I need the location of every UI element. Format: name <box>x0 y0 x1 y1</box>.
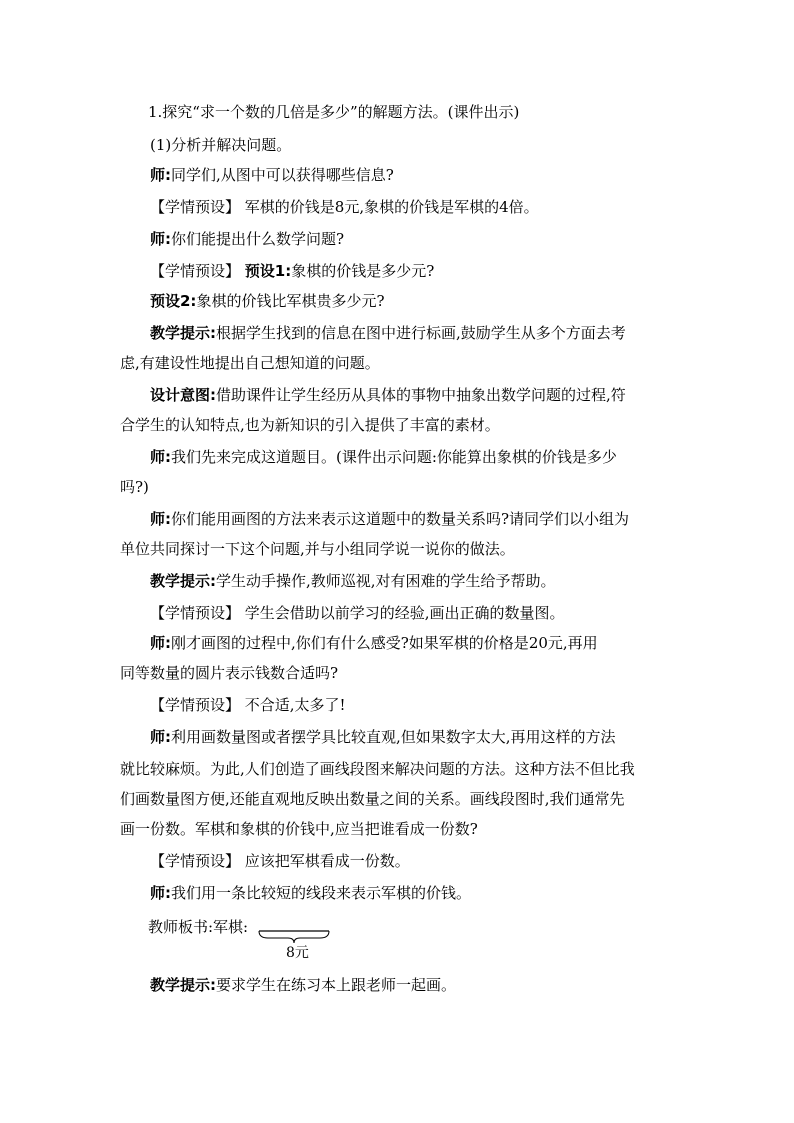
preset-label: 预设1: <box>244 262 292 280</box>
prediction-line: 【学情预设】 军棋的价钱是8元,象棋的价钱是军棋的4倍。 <box>150 198 539 216</box>
continuation-line: 虑,有建设性地提出自己想知道的问题。 <box>120 354 380 372</box>
teacher-line: 师:你们能用画图的方法来表示这道题中的数量关系吗?请同学们以小组为 <box>150 510 630 528</box>
speaker-label: 师: <box>150 884 171 902</box>
teaching-tip-line: 教学提示:根据学生找到的信息在图中进行标画,鼓励学生从多个方面去考 <box>150 324 626 342</box>
subheading-line: (1)分析并解决问题。 <box>150 136 292 154</box>
teacher-line: 师:我们用一条比较短的线段来表示军棋的价钱。 <box>150 884 472 902</box>
teacher-line: 师:刚才画图的过程中,你们有什么感受?如果军棋的价格是20元,再用 <box>150 634 598 652</box>
teaching-tip-line: 教学提示:学生动手操作,教师巡视,对有困难的学生给予帮助。 <box>150 572 556 590</box>
continuation-line: 合学生的认知特点,也为新知识的引入提供了丰富的素材。 <box>120 416 500 434</box>
tip-label: 教学提示: <box>150 572 216 590</box>
intent-label: 设计意图: <box>150 386 216 404</box>
tip-label: 教学提示: <box>150 324 216 342</box>
line-segment-diagram <box>258 923 338 963</box>
speaker-label: 师: <box>150 510 171 528</box>
continuation-line: 就比较麻烦。为此,人们创造了画线段图来解决问题的方法。这种方法不但比我 <box>120 760 635 778</box>
segment-value-label: 8元 <box>286 945 309 961</box>
prediction-line: 【学情预设】 学生会借助以前学习的经验,画出正确的数量图。 <box>150 604 565 622</box>
continuation-line: 单位共同探讨一下这个问题,并与小组同学说一说你的做法。 <box>120 540 515 558</box>
speaker-label: 师: <box>150 230 171 248</box>
prediction-line: 【学情预设】 不合适,太多了! <box>150 696 346 714</box>
continuation-line: 同等数量的圆片表示钱数合适吗? <box>120 664 339 682</box>
preset-label: 预设2: <box>150 292 197 310</box>
prediction-line: 【学情预设】 预设1:象棋的价钱是多少元? <box>150 262 435 280</box>
speaker-label: 师: <box>150 448 171 466</box>
brace-icon <box>259 931 329 943</box>
prediction-line: 【学情预设】 应该把军棋看成一份数。 <box>150 852 410 870</box>
tip-label: 教学提示: <box>150 976 216 994</box>
prediction-line: 预设2:象棋的价钱比军棋贵多少元? <box>150 292 385 310</box>
teacher-line: 师:利用画数量图或者摆学具比较直观,但如果数字太大,再用这样的方法 <box>150 728 616 746</box>
teacher-line: 师:我们先来完成这道题目。(课件出示问题:你能算出象棋的价钱是多少 <box>150 448 617 466</box>
teaching-tip-line: 教学提示:要求学生在练习本上跟老师一起画。 <box>150 976 457 994</box>
teacher-line: 师:你们能提出什么数学问题? <box>150 230 345 248</box>
teacher-line: 师:同学们,从图中可以获得哪些信息? <box>150 166 394 184</box>
speaker-label: 师: <box>150 634 171 652</box>
speaker-label: 师: <box>150 728 171 746</box>
continuation-line: 吗?) <box>120 478 149 496</box>
continuation-line: 们画数量图方便,还能直观地反映出数量之间的关系。画线段图时,我们通常先 <box>120 790 625 808</box>
continuation-line: 画一份数。军棋和象棋的价钱中,应当把谁看成一份数? <box>120 820 478 838</box>
design-intent-line: 设计意图:借助课件让学生经历从具体的事物中抽象出数学问题的过程,符 <box>150 386 626 404</box>
heading-line: 1.探究“求一个数的几倍是多少”的解题方法。(课件出示) <box>148 103 520 121</box>
speaker-label: 师: <box>150 166 171 184</box>
board-writing-line: 教师板书:军棋: <box>148 918 249 936</box>
